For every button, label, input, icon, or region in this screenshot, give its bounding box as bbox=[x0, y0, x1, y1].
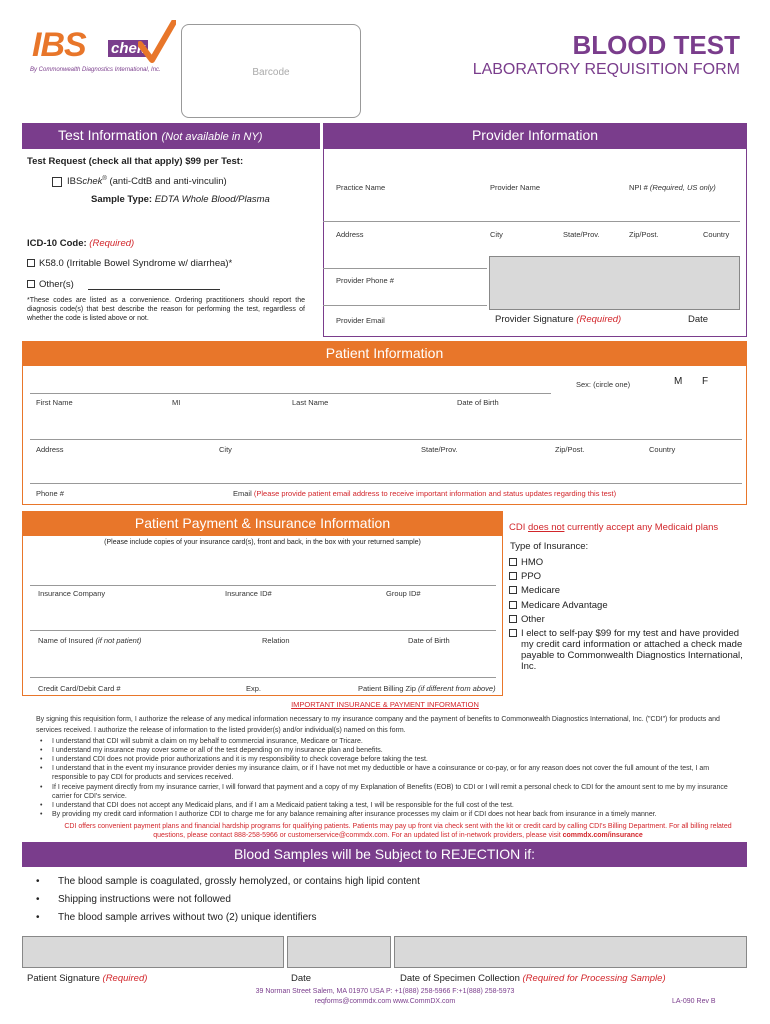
test-info-header bbox=[22, 123, 320, 149]
billing-zip-label: Patient Billing Zip (if different from above) bbox=[358, 684, 496, 693]
patient-divider-1 bbox=[30, 393, 551, 394]
insurance-link[interactable]: commdx.com/insurance bbox=[562, 832, 643, 839]
insurance-company-label: Insurance Company bbox=[38, 589, 106, 598]
ibschek-checkbox[interactable] bbox=[52, 177, 62, 187]
sex-f-option[interactable]: F bbox=[702, 376, 709, 387]
consent-bullet-1: • I understand that CDI will submit a claim on my behalf to commercial insurance, Medicare or Tricare. bbox=[52, 737, 742, 746]
consent-bullet-5: • If I receive payment directly from my insurance carrier, I will forward that payment and a copy of my Explanation of Benefits (EOB) to CDI or I will remit a personal check to CDI for the amount sent to me by my insurance carrier for CDI's service. bbox=[52, 783, 742, 801]
provider-city-label: City bbox=[490, 230, 503, 239]
ibschek-option[interactable]: IBSchek® (anti-CdtB and anti-vinculin) bbox=[52, 176, 227, 187]
ppo-checkbox[interactable] bbox=[509, 572, 517, 580]
provider-phone-label: Provider Phone # bbox=[336, 276, 394, 285]
provider-divider-3 bbox=[323, 305, 487, 306]
payment-plans-note: CDI offers convenient payment plans and financial hardship programs for qualifying patients. Patients may pay up front via check sent with the kit or credit card by calling CDI's Billing Department. For all billing related questions, please contact 888-258-5966 or customerservice@commdx.com. For an updated list of in-network providers, please visit commdx.com/insurance bbox=[64, 823, 732, 839]
self-pay-checkbox[interactable] bbox=[509, 629, 517, 637]
hmo-checkbox[interactable] bbox=[509, 558, 517, 566]
logo-chek: chek bbox=[108, 40, 148, 57]
insurance-type-other[interactable]: Other bbox=[509, 614, 545, 625]
insured-dob-label: Date of Birth bbox=[408, 636, 450, 645]
patient-header bbox=[22, 341, 747, 366]
logo-tagline: By Commonwealth Diagnostics International, Inc. bbox=[30, 67, 161, 73]
icd-label: ICD-10 Code: (Required) bbox=[27, 238, 135, 249]
barcode-box[interactable] bbox=[181, 24, 361, 118]
logo bbox=[28, 20, 178, 80]
patient-state-label: State/Prov. bbox=[421, 445, 458, 454]
patient-email-label: Email (Please provide patient email address to receive important information and status updates regarding this test) bbox=[233, 489, 617, 498]
patient-zip-label: Zip/Post. bbox=[555, 445, 585, 454]
provider-signature-box[interactable] bbox=[489, 256, 740, 310]
rejection-item-2: • Shipping instructions were not followed bbox=[36, 894, 231, 905]
test-info-title: Test Information (Not available in NY) bbox=[58, 127, 263, 143]
payment-header bbox=[22, 511, 503, 536]
patient-phone-label: Phone # bbox=[36, 489, 64, 498]
provider-signature-label: Provider Signature (Required) bbox=[495, 314, 622, 325]
provider-header bbox=[323, 123, 747, 149]
name-insured-label: Name of Insured (if not patient) bbox=[38, 636, 142, 645]
patient-country-label: Country bbox=[649, 445, 676, 454]
medicaid-notice: CDI does not currently accept any Medicaid plans bbox=[509, 522, 719, 533]
consent-bullet-2: • I understand my insurance may cover some or all of the test depending on my insurance plan and benefits. bbox=[52, 746, 742, 755]
self-pay-option[interactable]: I elect to self-pay $99 for my test and have provided my credit card information or attached a check made payable to Commonwealth Diagnostics International, Inc. bbox=[509, 628, 745, 672]
provider-divider-1 bbox=[323, 221, 740, 222]
provider-date-label: Date bbox=[688, 314, 709, 325]
collection-date-box[interactable] bbox=[394, 936, 747, 968]
icd-other-checkbox[interactable] bbox=[27, 280, 35, 288]
consent-heading: IMPORTANT INSURANCE & PAYMENT INFORMATION bbox=[291, 700, 479, 709]
insurance-type-medicare[interactable]: Medicare bbox=[509, 585, 560, 596]
provider-name-label: Provider Name bbox=[490, 183, 541, 192]
footer-address: 39 Norman Street Salem, MA 01970 USA P: +1(888) 258-5966 F:+1(888) 258-5973 bbox=[255, 988, 515, 995]
consent-bullet-4: • I understand that in the event my insurance provider denies my insurance claim, or if I have not met my deductible or have a coinsurance or co-pay, or for any reason does not cover the full amount of the test, I am responsible to pay CDI for products and services received. bbox=[52, 764, 742, 782]
mi-label: MI bbox=[172, 398, 181, 407]
provider-title: Provider Information bbox=[471, 127, 599, 143]
patient-date-label: Date bbox=[291, 973, 312, 984]
icd-option-k58[interactable]: K58.0 (Irritable Bowel Syndrome w/ diarrhea)* bbox=[27, 258, 232, 269]
test-request-label: Test Request (check all that apply) $99 per Test: bbox=[27, 156, 244, 167]
insurance-id-label: Insurance ID# bbox=[225, 589, 272, 598]
logo-ibs: IBS bbox=[32, 26, 86, 64]
consent-bullet-7: • By providing my credit card information I authorize CDI to charge me for any balance remaining after insurance processes my claim or if CDI does not hear back from insurance in a timely manner. bbox=[52, 810, 742, 819]
consent-intro: By signing this requisition form, I authorize the release of any medical information necessary to my insurance company and the payment of benefits to Commonwealth Diagnostics International, Inc. ("CDI") for products and services received. I authorize the release of information to the listed provider(s) and/or individual(s) named on this form. bbox=[36, 716, 720, 734]
rejection-title: Blood Samples will be Subject to REJECTION if: bbox=[233, 846, 536, 862]
rejection-header bbox=[22, 842, 747, 867]
sample-type: Sample Type: EDTA Whole Blood/Plasma bbox=[91, 194, 270, 205]
relation-label: Relation bbox=[262, 636, 290, 645]
payment-note: (Please include copies of your insurance card(s), front and back, in the box with your returned sample) bbox=[104, 539, 421, 546]
consent-bullet-6: • I understand that CDI does not accept any Medicaid plans, and if I am a Medicaid patient taking a test, I will be responsible for the full cost of the test. bbox=[52, 801, 742, 810]
other-checkbox[interactable] bbox=[509, 615, 517, 623]
payment-divider-2 bbox=[30, 630, 496, 631]
insurance-type-hmo[interactable]: HMO bbox=[509, 557, 543, 568]
insurance-type-label: Type of Insurance: bbox=[510, 541, 589, 552]
insurance-type-ppo[interactable]: PPO bbox=[509, 571, 541, 582]
provider-email-label: Provider Email bbox=[336, 316, 385, 325]
patient-signature-label: Patient Signature (Required) bbox=[27, 973, 148, 984]
icd-option-other[interactable]: Other(s) bbox=[27, 279, 74, 290]
card-label: Credit Card/Debit Card # bbox=[38, 684, 121, 693]
payment-divider-3 bbox=[30, 677, 496, 678]
provider-divider-2 bbox=[323, 268, 487, 269]
rejection-item-1: • The blood sample is coagulated, grossly hemolyzed, or contains high lipid content bbox=[36, 876, 420, 887]
patient-date-box[interactable] bbox=[287, 936, 391, 968]
patient-city-label: City bbox=[219, 445, 232, 454]
form-revision: LA-090 Rev B bbox=[672, 998, 716, 1005]
sex-m-option[interactable]: M bbox=[674, 376, 683, 387]
medicare-checkbox[interactable] bbox=[509, 586, 517, 594]
exp-label: Exp. bbox=[246, 684, 262, 693]
payment-title: Patient Payment & Insurance Information bbox=[134, 515, 391, 531]
patient-address-label: Address bbox=[36, 445, 64, 454]
group-id-label: Group ID# bbox=[386, 589, 421, 598]
page-title: BLOOD TEST bbox=[572, 30, 740, 60]
icd-other-line[interactable] bbox=[88, 289, 220, 290]
patient-divider-3 bbox=[30, 483, 742, 484]
patient-divider-2 bbox=[30, 439, 742, 440]
consent-bullet-3: • I understand CDI does not provide prior authorizations and it is my responsibility to check coverage before taking the test. bbox=[52, 755, 742, 764]
sex-label: Sex: (circle one) bbox=[576, 380, 631, 389]
provider-address-label: Address bbox=[336, 230, 364, 239]
medicare-advantage-checkbox[interactable] bbox=[509, 601, 517, 609]
last-name-label: Last Name bbox=[292, 398, 329, 407]
insurance-type-medicare-advantage[interactable]: Medicare Advantage bbox=[509, 600, 608, 611]
page-subtitle: LABORATORY REQUISITION FORM bbox=[472, 61, 740, 78]
patient-title: Patient Information bbox=[325, 345, 444, 361]
patient-signature-box[interactable] bbox=[22, 936, 284, 968]
icd-footnote: *These codes are listed as a convenience. Ordering practitioners should report the diagnosis code(s) that best describe the reason for performing the test, regardless of whether the code is listed above or not. bbox=[27, 297, 305, 322]
icd-k58-checkbox[interactable] bbox=[27, 259, 35, 267]
barcode-label: Barcode bbox=[252, 67, 290, 78]
provider-zip-label: Zip/Post. bbox=[629, 230, 659, 239]
practice-name-label: Practice Name bbox=[336, 183, 386, 192]
checkmark-icon bbox=[138, 20, 176, 64]
payment-divider-1 bbox=[30, 585, 496, 586]
first-name-label: First Name bbox=[36, 398, 73, 407]
npi-label: NPI # (Required, US only) bbox=[629, 183, 716, 192]
collection-date-label: Date of Specimen Collection (Required for Processing Sample) bbox=[400, 973, 666, 984]
patient-dob-label: Date of Birth bbox=[457, 398, 499, 407]
provider-state-label: State/Prov. bbox=[563, 230, 600, 239]
rejection-item-3: • The blood sample arrives without two (2) unique identifiers bbox=[36, 912, 317, 923]
footer-contact: reqforms@commdx.com www.CommDX.com bbox=[314, 998, 456, 1005]
provider-country-label: Country bbox=[703, 230, 730, 239]
